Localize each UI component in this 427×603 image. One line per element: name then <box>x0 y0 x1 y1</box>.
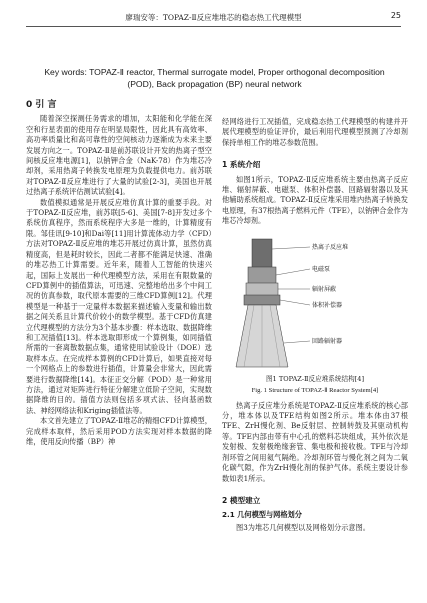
intro-paragraph-3: 本文首先建立了TOPAZ-Ⅱ堆芯的精细CFD计算模型，完成样本取样，然后采用POD方法实现对样本数据的降维，使用反向传播（BP）神 <box>26 416 212 446</box>
geometry-paragraph-1: 图3为堆芯几何模型以及网格划分示意图。 <box>236 522 370 532</box>
label-shield: 辐射屏蔽 <box>312 285 337 293</box>
system-paragraph-1: 如图1所示，TOPAZ-Ⅱ反应堆系统主要由热离子反应堆、辐射屏蔽、电磁泵、体积补偿器、回路辐射器以及其他辅助系统组成。TOPAZ-Ⅱ反应堆采用堆内热离子转换发电原理，有37根热离子燃料元件（TFE），以钠钾合金作为堆芯冷却剂。 <box>222 174 408 226</box>
pump-shape <box>248 267 276 285</box>
system-paragraph-2: 热离子反应堆分系统是TOPAZ-Ⅱ反应堆系统的核心部分，堆本体以及TFE结构如图2所示。堆本体由37根TFE、ZrH慢化剂、Be反射层、控制转鼓及其驱动机构等。TFE内部由带有中心孔的燃料芯块组成，其外依次是发射极、发射极绝缘套管、集电极和接收极。TFE与冷却剂环管之间用氦气隔绝。冷却剂环管与慢化剂之间为二氧化碳气隙，作为ZrH慢化剂的保护气体。系统主要设计参数如表1所示。 <box>222 400 408 483</box>
intro-paragraph-continued: 经网络进行工况插值，完成稳态热工代理模型的构建并开展代理模型的验证评价，最后利用代理模型预测了冷却剂保持单相工作的堆芯参数范围。 <box>222 117 408 147</box>
page-number: 25 <box>390 11 401 20</box>
figure-1 <box>222 233 408 373</box>
label-pump: 电磁泵 <box>312 265 331 273</box>
keywords: Key words: TOPAZ-Ⅱ reactor, Thermal surrogate model, Proper orthogonal decomposition (POD), Back propagation (BP) neural network <box>44 67 385 89</box>
section-heading-system: 1 系统介绍 <box>222 160 261 170</box>
reactor-shape <box>252 239 272 269</box>
running-header <box>26 10 401 27</box>
section-heading-model: 2 模型建立 <box>222 495 261 505</box>
running-title: 廖瑞安等：TOPAZ-Ⅱ反应堆堆芯的稳态热工代理模型 <box>125 13 302 22</box>
label-compensator: 体积补偿器 <box>312 301 343 309</box>
reactor-system-diagram <box>222 233 408 373</box>
figure-1-caption-en: Fig. 1 Structure of TOPAZ-Ⅱ Reactor System[4] <box>251 386 379 394</box>
left-column <box>26 100 212 447</box>
section-heading-intro: 0 引 言 <box>26 100 57 110</box>
subsection-heading-geometry: 2.1 几何模型与网格划分 <box>222 510 302 520</box>
intro-paragraph-2: 数值模拟通常是开展反应堆仿真计算的重要手段。对于TOPAZ-Ⅱ反应堆，前苏联[5-6]、美国[7-8]开发过多个系统仿真程序，然而系统程序大多是一维的，计算精度有限。邹佳讯[9-10]和Dai等[11]用计算流体动力学（CFD）方法对TOPAZ-Ⅱ反应堆的堆芯开展过仿真计算，虽然仿真精度高，但是耗时较长，因此二者都不能满足快速、准确的堆芯热工计算需要。近年来，随着人工智能的快速兴起，国际上发展出一种代理模型方法，采用在有限数量的CFD算例中的插值算法，可迅速、完整地给出多个中间工况的仿真参数，取代原本需要的三维CFD算例[12]。代理模型是一种基于一定量样本数据来描述输入变量和输出数据之间关系且计算代价较小的数学模型。基于CFD仿真建立代理模型的方法分为3个基本步骤：样本选取、数据降维和工况插值[13]。样本选取即形成一个算例集，如同插值所需的一套离散数据点集，通常使用试验设计（DOE）选取样本点。在完成样本算例的CFD计算后，如果直接对每一个网格点上的参数进行插值，计算量会非常大，因此需要进行数据降维[14]。本征正交分解（POD）是一种常用方法，通过对矩阵进行特征分解建立低阶子空间，实现数据降维的目的。插值方法则包括多项式法、径向基函数法、神经网络法和Kriging插值法等。 <box>26 197 212 415</box>
figure-1-caption-cn: 图1 TOPAZ-Ⅱ反应堆系统结构[4] <box>265 374 365 383</box>
intro-paragraph-1: 随着深空探测任务需求的增加，太阳能和化学能在深空和行星表面的使用存在明显局限性，因此具有高效率、高功率质量比和高可靠性的空间核动力逐渐成为未来主要发展方向之一。TOPAZ-Ⅱ是前苏联设计开发的热离子型空间核反应堆电源[1]，以钠钾合金（NaK-78）作为堆芯冷却剂，采用热离子转换发电原理为负载提供电力。前苏联对TOPAZ-Ⅱ反应堆进行了大量的试验[2-3]，美国也开展过热离子系统评估测试试验[4]。 <box>26 114 212 197</box>
compensator-shape <box>244 295 280 305</box>
label-radiator: 回路辐射器 <box>312 337 343 345</box>
label-reactor: 热离子反应堆 <box>312 243 349 251</box>
right-column <box>222 117 408 533</box>
